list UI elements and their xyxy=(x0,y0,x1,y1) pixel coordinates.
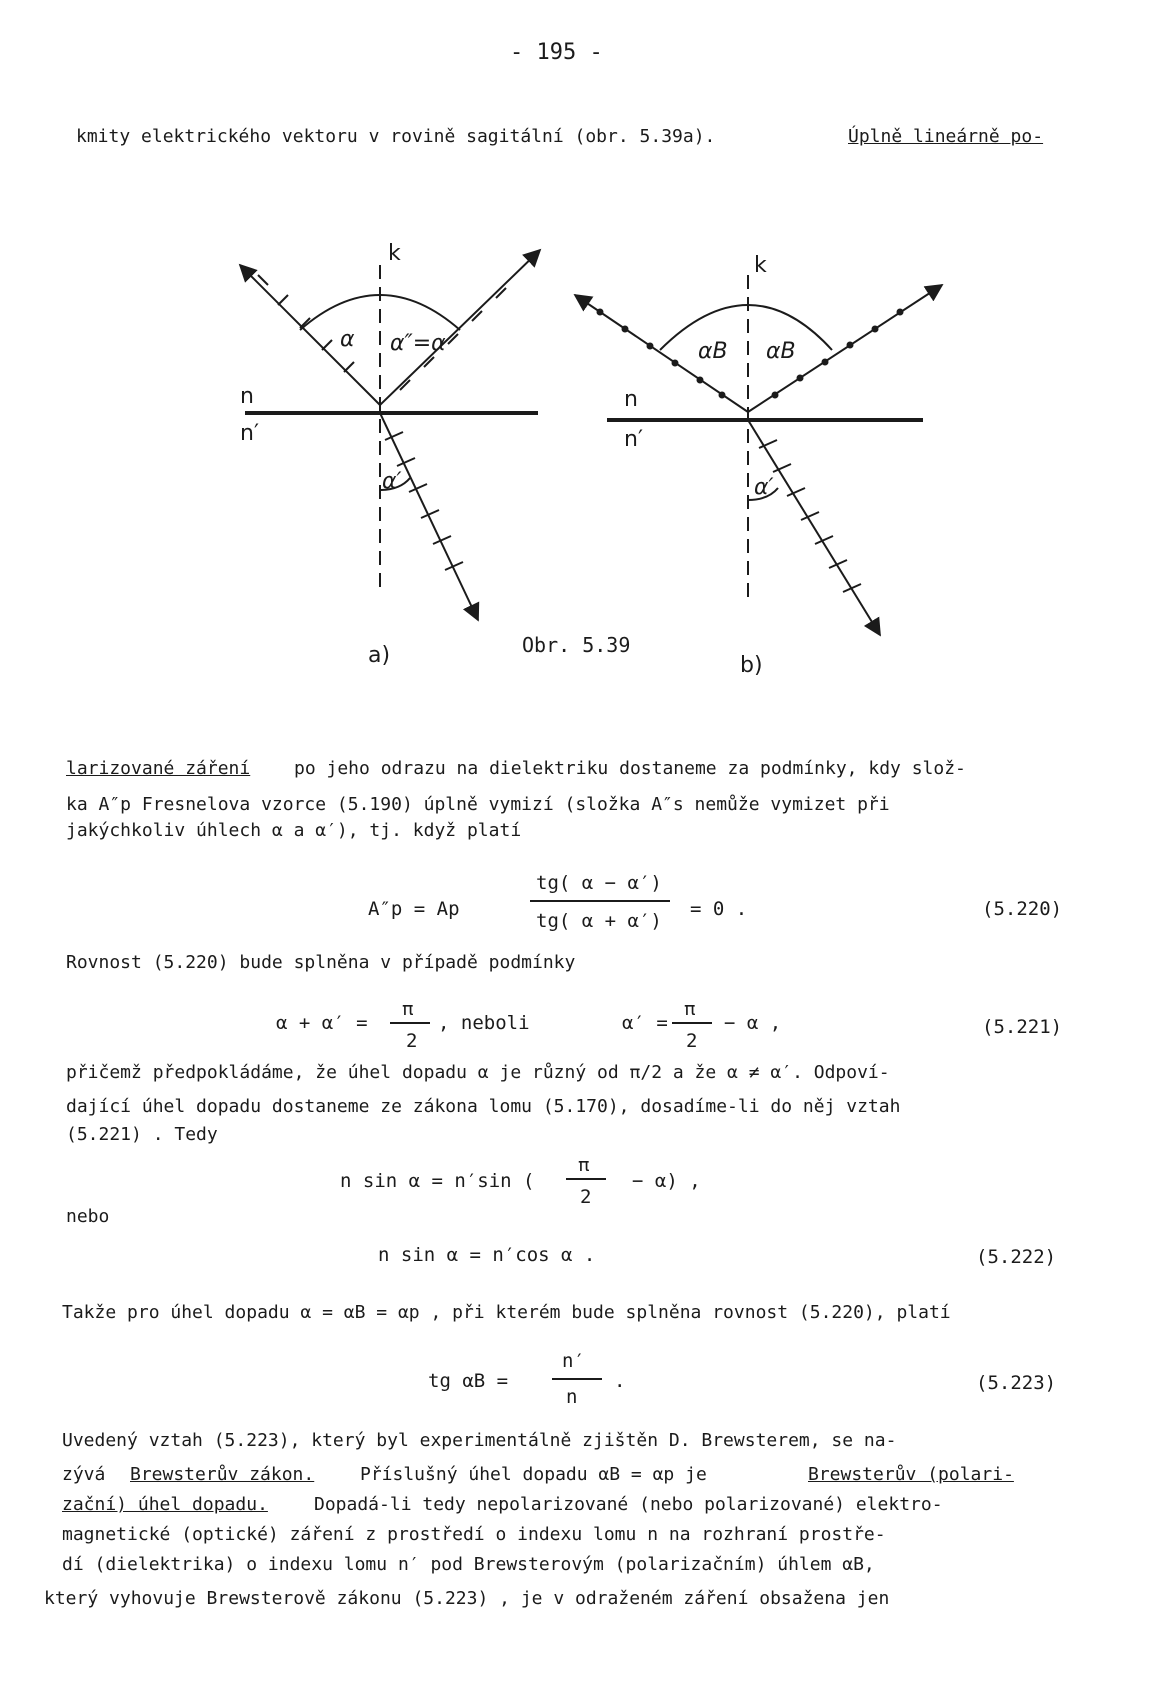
text-p5-b2: Příslušný úhel dopadu αB = αp je xyxy=(360,1464,707,1485)
eq-220-lhs: A″p = Ap xyxy=(368,898,460,920)
text-p1-a: po jeho odrazu na dielektriku dostaneme za podmínky, kdy slož- xyxy=(294,758,966,779)
text-nebo: nebo xyxy=(66,1206,110,1227)
eq-222a-den: 2 xyxy=(580,1186,592,1208)
label-k-b: k xyxy=(754,253,767,278)
eq-222-number: (5.222) xyxy=(976,1246,1057,1268)
text-p3-c: (5.221) . Tedy xyxy=(66,1124,218,1145)
text-line-top-underlined: Úplně lineárně po- xyxy=(848,126,1044,147)
text-p1-b: ka A″p Fresnelova vzorce (5.190) úplně vymizí (složka A″s nemůže vymizet při xyxy=(66,794,890,815)
eq-222a-tail: − α) , xyxy=(632,1170,701,1192)
label-b: b) xyxy=(740,653,763,678)
eq-223-num: n′ xyxy=(562,1350,585,1372)
text-p5-c: Dopadá-li tedy nepolarizované (nebo polarizované) elektro- xyxy=(314,1494,943,1515)
eq-221-mid: , neboli xyxy=(438,1012,530,1034)
eq-220-rhs: = 0 . xyxy=(690,898,748,920)
label-k-a: k xyxy=(388,241,401,266)
eq-220-number: (5.220) xyxy=(982,898,1063,920)
label-alpha-refl: α″=α xyxy=(390,331,446,356)
text-p3-b: dající úhel dopadu dostaneme ze zákona lomu (5.170), dosadíme-li do něj vztah xyxy=(66,1096,901,1117)
text-p1-underlined: larizované záření xyxy=(66,758,251,779)
text-p5-a: Uvedený vztah (5.223), který byl experimentálně zjištěn D. Brewsterem, se na- xyxy=(62,1430,897,1451)
eq-223-lhs: tg αB = xyxy=(428,1370,509,1392)
text-p1-c: jakýchkoliv úhlech α a α′), tj. když platí xyxy=(66,820,522,841)
eq-221-lhs: α + α′ = xyxy=(276,1012,368,1034)
text-p4: Takže pro úhel dopadu α = αB = αp , při kterém bude splněna rovnost (5.220), platí xyxy=(62,1302,951,1323)
label-n-prime-a: n′ xyxy=(240,421,259,446)
eq-221-number: (5.221) xyxy=(982,1016,1063,1038)
figure-caption: Obr. 5.39 xyxy=(522,633,631,657)
eq-222a-num: π xyxy=(578,1154,590,1176)
text-p5-b-underlined: Brewsterův zákon. xyxy=(130,1464,315,1485)
eq-220-denominator: tg( α + α′) xyxy=(536,910,662,932)
eq-221-b: α′ = xyxy=(622,1012,668,1034)
diagram-b xyxy=(575,275,942,635)
figure-5-39 xyxy=(0,230,1152,690)
eq-221-tail: − α , xyxy=(724,1012,782,1034)
text-p5-b1: zývá xyxy=(62,1464,106,1485)
label-n-prime-b: n′ xyxy=(624,427,643,452)
eq-222a-lhs: n sin α = n′sin ( xyxy=(340,1170,535,1192)
page-number: - 195 - xyxy=(510,40,603,65)
eq-221-den: 2 xyxy=(406,1030,418,1052)
text-p3-a: přičemž předpokládáme, že úhel dopadu α je různý od π/2 a že α ≠ α′. Odpoví- xyxy=(66,1062,890,1083)
label-n-b: n xyxy=(624,387,638,412)
text-p5-e: dí (dielektrika) o indexu lomu n′ pod Brewsterovým (polarizačním) úhlem αB, xyxy=(62,1554,875,1575)
label-alpha-prime-b: α′ xyxy=(754,475,774,500)
label-alpha: α xyxy=(340,327,355,352)
eq-223-dot: . xyxy=(614,1370,626,1392)
label-alpha-prime-a: α′ xyxy=(382,469,402,494)
eq-221-num2: π xyxy=(684,998,696,1020)
label-alpha-b-right: αB xyxy=(766,339,796,364)
label-a: a) xyxy=(368,643,391,668)
text-p5-d: magnetické (optické) záření z prostředí o indexu lomu n na rozhraní prostře- xyxy=(62,1524,886,1545)
text-p5-c-underlined: zační) úhel dopadu. xyxy=(62,1494,268,1515)
text-p2: Rovnost (5.220) bude splněna v případě podmínky xyxy=(66,952,576,973)
label-n-a: n xyxy=(240,384,254,409)
eq-222b: n sin α = n′cos α . xyxy=(378,1244,596,1266)
diagram-a xyxy=(240,250,540,620)
label-alpha-b-left: αB xyxy=(698,339,728,364)
eq-221-den2: 2 xyxy=(686,1030,698,1052)
text-p5-b-underlined-2: Brewsterův (polari- xyxy=(808,1464,1014,1485)
text-p5-f: který vyhovuje Brewsterově zákonu (5.223) , je v odraženém záření obsažena jen xyxy=(44,1588,890,1609)
text-line-top: kmity elektrického vektoru v rovině sagitální (obr. 5.39a). xyxy=(76,126,716,147)
eq-221-num: π xyxy=(402,998,414,1020)
eq-223-den: n xyxy=(566,1386,578,1408)
eq-223-number: (5.223) xyxy=(976,1372,1057,1394)
eq-220-numerator: tg( α − α′) xyxy=(536,872,662,894)
